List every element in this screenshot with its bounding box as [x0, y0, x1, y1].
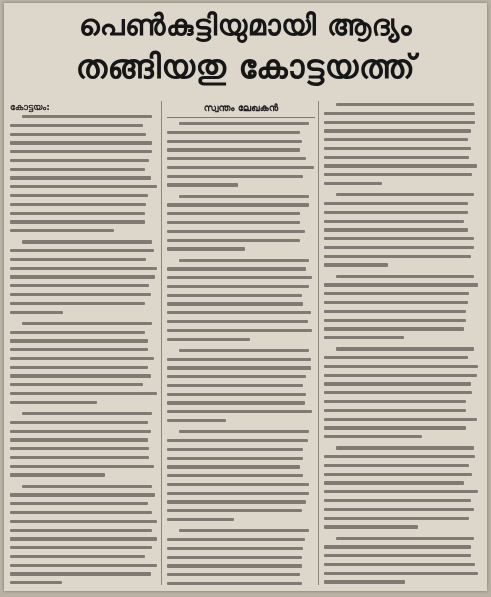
- text-line: [167, 492, 309, 495]
- text-line: [336, 446, 473, 449]
- text-line: [10, 293, 151, 296]
- paragraph: [324, 103, 480, 185]
- text-line: [324, 202, 468, 205]
- text-line: [10, 133, 146, 136]
- text-line: [324, 283, 478, 286]
- text-line: [10, 220, 145, 223]
- text-line: [22, 115, 152, 118]
- paragraph: [10, 485, 158, 585]
- text-line: [167, 294, 302, 297]
- text-line: [167, 166, 314, 169]
- text-line: [167, 538, 305, 541]
- text-line: [179, 349, 309, 352]
- text-line: [336, 193, 473, 196]
- text-line: [167, 410, 312, 413]
- text-line: [324, 237, 474, 240]
- text-line: [167, 564, 302, 567]
- text-line: [10, 421, 148, 424]
- text-line: [10, 176, 151, 179]
- text-line: [10, 194, 148, 197]
- headline-line-1: പെൺകുട്ടിയുമായി ആദ്യം: [79, 8, 412, 42]
- text-line: [324, 490, 478, 493]
- text-line: [167, 556, 302, 559]
- text-line: [167, 582, 302, 585]
- text-line: [22, 485, 152, 488]
- text-line: [10, 493, 155, 496]
- text-line: [167, 148, 300, 151]
- text-line: [324, 156, 469, 159]
- text-line: [10, 572, 151, 575]
- text-line: [167, 183, 238, 186]
- text-line: [167, 338, 250, 341]
- text-line: [10, 537, 157, 540]
- text-line: [10, 348, 148, 351]
- text-line: [324, 517, 469, 520]
- text-line: [10, 249, 154, 252]
- text-line: [167, 212, 300, 215]
- paragraph: [324, 347, 480, 438]
- text-line: [167, 230, 305, 233]
- paragraph: [10, 240, 158, 313]
- text-line: [167, 285, 309, 288]
- text-line: [324, 525, 418, 528]
- text-line: [10, 546, 152, 549]
- text-line: [336, 275, 473, 278]
- text-line: [167, 247, 245, 250]
- text-line: [324, 365, 478, 368]
- text-line: [10, 581, 62, 584]
- text-line: [22, 240, 152, 243]
- text-line: [167, 239, 300, 242]
- text-line: [167, 366, 311, 369]
- text-line: [167, 483, 309, 486]
- text-line: [167, 375, 306, 378]
- text-line: [10, 520, 157, 523]
- paragraph: [324, 537, 480, 584]
- text-line: [324, 220, 464, 223]
- text-line: [22, 412, 152, 415]
- text-line: [324, 356, 468, 359]
- article-column-3: [324, 103, 480, 587]
- text-line: [10, 564, 157, 567]
- text-line: [167, 384, 303, 387]
- text-line: [167, 302, 303, 305]
- headline-line-2: തങ്ങിയതു കോട്ടയത്ത്: [75, 47, 416, 86]
- text-line: [167, 140, 302, 143]
- text-line: [324, 580, 405, 583]
- text-line: [167, 518, 234, 521]
- text-line: [167, 474, 303, 477]
- text-line: [10, 383, 143, 386]
- text-line: [167, 267, 306, 270]
- text-line: [10, 124, 143, 127]
- paragraph: [167, 349, 315, 422]
- paragraph: [10, 115, 158, 232]
- text-line: [324, 246, 474, 249]
- text-line: [324, 138, 468, 141]
- text-line: [10, 284, 149, 287]
- text-line: [324, 563, 475, 566]
- text-line: [167, 419, 226, 422]
- text-line: [167, 457, 303, 460]
- text-line: [167, 500, 306, 503]
- text-line: [324, 455, 475, 458]
- text-line: [324, 211, 468, 214]
- paragraph: [167, 259, 315, 341]
- text-line: [167, 329, 312, 332]
- column-divider: [161, 101, 162, 585]
- text-line: [324, 147, 471, 150]
- text-line: [10, 141, 152, 144]
- text-line: [167, 358, 311, 361]
- text-line: [10, 392, 157, 395]
- text-line: [324, 121, 475, 124]
- paragraph: [324, 446, 480, 528]
- text-line: [324, 319, 466, 322]
- text-line: [10, 555, 145, 558]
- text-line: [10, 473, 105, 476]
- text-line: [179, 122, 309, 125]
- text-line: [167, 276, 312, 279]
- text-line: [10, 374, 151, 377]
- text-line: [10, 401, 97, 404]
- paragraph: [324, 275, 480, 340]
- text-line: [10, 185, 157, 188]
- text-line: [324, 382, 471, 385]
- text-line: [324, 409, 466, 412]
- text-line: [336, 103, 473, 106]
- dateline: കോട്ടയം:: [10, 103, 50, 113]
- text-line: [324, 473, 472, 476]
- text-line: [167, 320, 308, 323]
- text-line: [10, 275, 155, 278]
- text-line: [324, 499, 471, 502]
- text-line: [10, 311, 63, 314]
- text-line: [167, 547, 303, 550]
- text-line: [324, 228, 468, 231]
- text-line: [324, 545, 471, 548]
- text-line: [10, 511, 152, 514]
- text-line: [10, 447, 149, 450]
- text-line: [324, 292, 469, 295]
- text-line: [324, 400, 466, 403]
- text-line: [10, 366, 148, 369]
- paragraph: [10, 412, 158, 477]
- text-line: [167, 439, 308, 442]
- text-line: [179, 529, 309, 532]
- text-line: [324, 182, 382, 185]
- text-line: [167, 401, 305, 404]
- text-line: [324, 481, 464, 484]
- text-line: [336, 347, 473, 350]
- text-line: [10, 159, 149, 162]
- text-line: [10, 168, 145, 171]
- text-line: [179, 430, 309, 433]
- text-line: [167, 175, 303, 178]
- paragraph: [167, 430, 315, 521]
- text-line: [324, 336, 404, 339]
- text-line: [10, 203, 146, 206]
- paragraph: [167, 195, 315, 251]
- text-line: [167, 157, 306, 160]
- paragraph: [10, 322, 158, 404]
- text-line: [324, 310, 466, 313]
- text-line: [167, 573, 300, 576]
- text-line: [324, 554, 471, 557]
- text-line: [324, 391, 472, 394]
- text-line: [324, 129, 471, 132]
- text-line: [179, 259, 309, 262]
- article-column-1: [10, 103, 158, 587]
- text-line: [10, 465, 154, 468]
- text-line: [167, 509, 302, 512]
- text-line: [10, 212, 145, 215]
- text-line: [10, 339, 148, 342]
- text-line: [10, 430, 151, 433]
- headline: [4, 5, 487, 89]
- text-line: [336, 537, 473, 540]
- text-line: [324, 435, 422, 438]
- text-line: [10, 357, 154, 360]
- text-line: [167, 203, 309, 206]
- text-line: [10, 456, 149, 459]
- text-line: [167, 393, 306, 396]
- text-line: [167, 465, 300, 468]
- paragraph: [167, 529, 315, 587]
- paragraph: [167, 122, 315, 187]
- text-line: [324, 301, 468, 304]
- newspaper-clipping: [4, 3, 487, 591]
- text-line: [10, 438, 148, 441]
- text-line: [324, 374, 477, 377]
- article-column-2: [167, 103, 315, 587]
- text-line: [10, 331, 145, 334]
- text-line: [167, 131, 300, 134]
- text-line: [22, 322, 152, 325]
- text-line: [10, 502, 148, 505]
- text-line: [324, 112, 475, 115]
- text-line: [324, 173, 472, 176]
- text-line: [10, 529, 152, 532]
- paragraph: [324, 193, 480, 266]
- text-line: [179, 195, 309, 198]
- text-line: [324, 426, 466, 429]
- text-line: [167, 448, 303, 451]
- text-line: [10, 267, 157, 270]
- text-line: [167, 221, 300, 224]
- text-line: [10, 229, 114, 232]
- text-line: [324, 164, 477, 167]
- text-line: [324, 464, 469, 467]
- text-line: [324, 255, 471, 258]
- text-line: [324, 327, 464, 330]
- text-line: [10, 258, 146, 261]
- byline: സ്വന്തം ലേഖകൻ: [167, 103, 315, 118]
- text-line: [10, 150, 152, 153]
- text-line: [324, 572, 478, 575]
- text-line: [324, 508, 474, 511]
- text-line: [324, 418, 477, 421]
- text-line: [167, 311, 311, 314]
- column-divider: [318, 101, 319, 585]
- text-line: [10, 302, 145, 305]
- text-line: [324, 263, 388, 266]
